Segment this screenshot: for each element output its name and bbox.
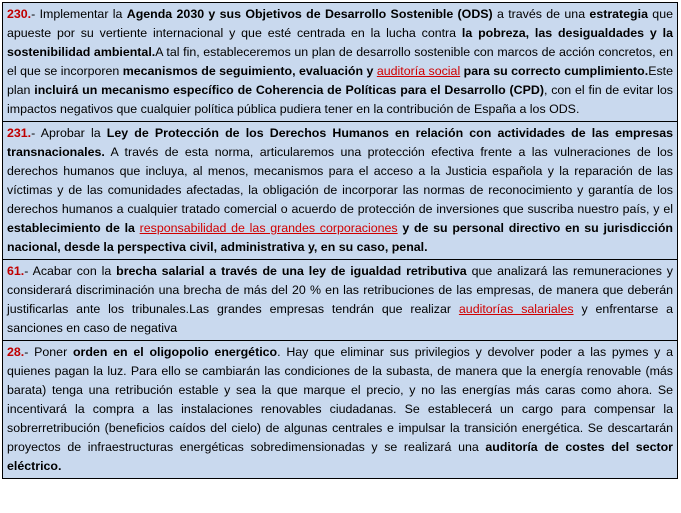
text-segment: - Implementar la <box>31 7 127 21</box>
text-segment: , con el fin de evitar los impactos negativos que cualquier política pública pudiera tener en la contribución de España a los ODS. <box>7 83 673 116</box>
text-segment: incluirá un mecanismo específico de Coherencia de Políticas para el Desarrollo (CPD) <box>34 83 544 97</box>
text-segment: estrategia <box>589 7 648 21</box>
text-segment: brecha salarial a través de una ley de igualdad retributiva <box>116 264 467 278</box>
proposal-row-28 <box>3 341 677 478</box>
text-segment: que apueste por su vertiente internacional y que esté centrada en la lucha contra <box>7 7 673 40</box>
proposal-number: 28. <box>7 345 25 359</box>
highlighted-term: auditorías salariales <box>458 302 574 316</box>
proposal-row-230 <box>3 3 677 122</box>
proposal-number: 61. <box>7 264 25 278</box>
text-segment: - Poner <box>24 345 73 359</box>
text-segment: A tal fin, estableceremos un plan de desarrollo sostenible con marcos de acción concretos, en el que se incorporen <box>7 45 673 78</box>
text-segment: y de su personal directivo en su jurisdicción nacional, desde la perspectiva civil, administrativa y, en su caso, penal. <box>7 221 673 254</box>
proposal-row-61 <box>3 260 677 341</box>
proposal-row-231 <box>3 122 677 260</box>
text-segment: mecanismos de seguimiento, evaluación y <box>122 64 377 78</box>
proposal-number: 230. <box>7 7 32 21</box>
text-segment: que analizará las remuneraciones y considerará discriminación una brecha de más del 20 % en las retribuciones de las empresas, de manera que deberán justificarlas ante los tribunales.Las grandes empresas tendrán que realizar <box>7 264 673 316</box>
text-segment: . Hay que eliminar sus privilegios y devolver poder a las pymes y a quienes pagan la luz. Para ello se cambiarán las condiciones de la subasta, de manera que la energía renovable (más barata) tenga una retribución estable y sea la que marque el precio, y no las energías más caras como ahora. Se incentivará la compra a las instalaciones renovables ciudadanas. Se establecerá un cargo para compensar la sobrerretribución (beneficios caídos del cielo) de algunas centrales e impulsar la transición energética. Se descartarán proyectos de infraestructuras energéticas sobredimensionadas y se realizará una <box>7 345 674 454</box>
text-segment: A través de esta norma, articularemos una protección efectiva frente a las vulneraciones de los derechos humanos que incluya, al menos, mecanismos para el acceso a la Justicia española y la reparación de las víctimas y de las comunidades afectadas, la obligación de incorporar las normas de reconocimiento y garantía de los derechos humanos a cualquier tratado comercial o acuerdo de protección de inversiones que suscriba nuestro país, y el <box>7 145 673 216</box>
text-segment: para su correcto cumplimiento. <box>460 64 649 78</box>
text-segment: Este plan <box>7 64 673 97</box>
text-segment: - Acabar con la <box>24 264 117 278</box>
text-segment: Agenda 2030 y sus Objetivos de Desarrollo Sostenible (ODS) <box>126 7 493 21</box>
text-segment: auditoría de costes del sector eléctrico. <box>7 440 673 473</box>
document-table <box>2 2 678 479</box>
text-segment: la pobreza, las desigualdades y la sostenibilidad ambiental. <box>7 26 673 59</box>
highlighted-term: responsabilidad de las grandes corporaciones <box>139 221 398 235</box>
highlighted-term: auditoría social <box>376 64 461 78</box>
text-segment: Ley de Protección de los Derechos Humanos en relación con actividades de las empresas transnacionales. <box>7 126 673 159</box>
proposal-number: 231. <box>7 126 32 140</box>
text-segment: y enfrentarse a sanciones en caso de negativa <box>7 302 674 335</box>
text-segment: - Aprobar la <box>31 126 107 140</box>
text-segment: establecimiento de la <box>7 221 140 235</box>
text-segment: orden en el oligopolio energético <box>72 345 278 359</box>
text-segment: a través de una <box>492 7 590 21</box>
